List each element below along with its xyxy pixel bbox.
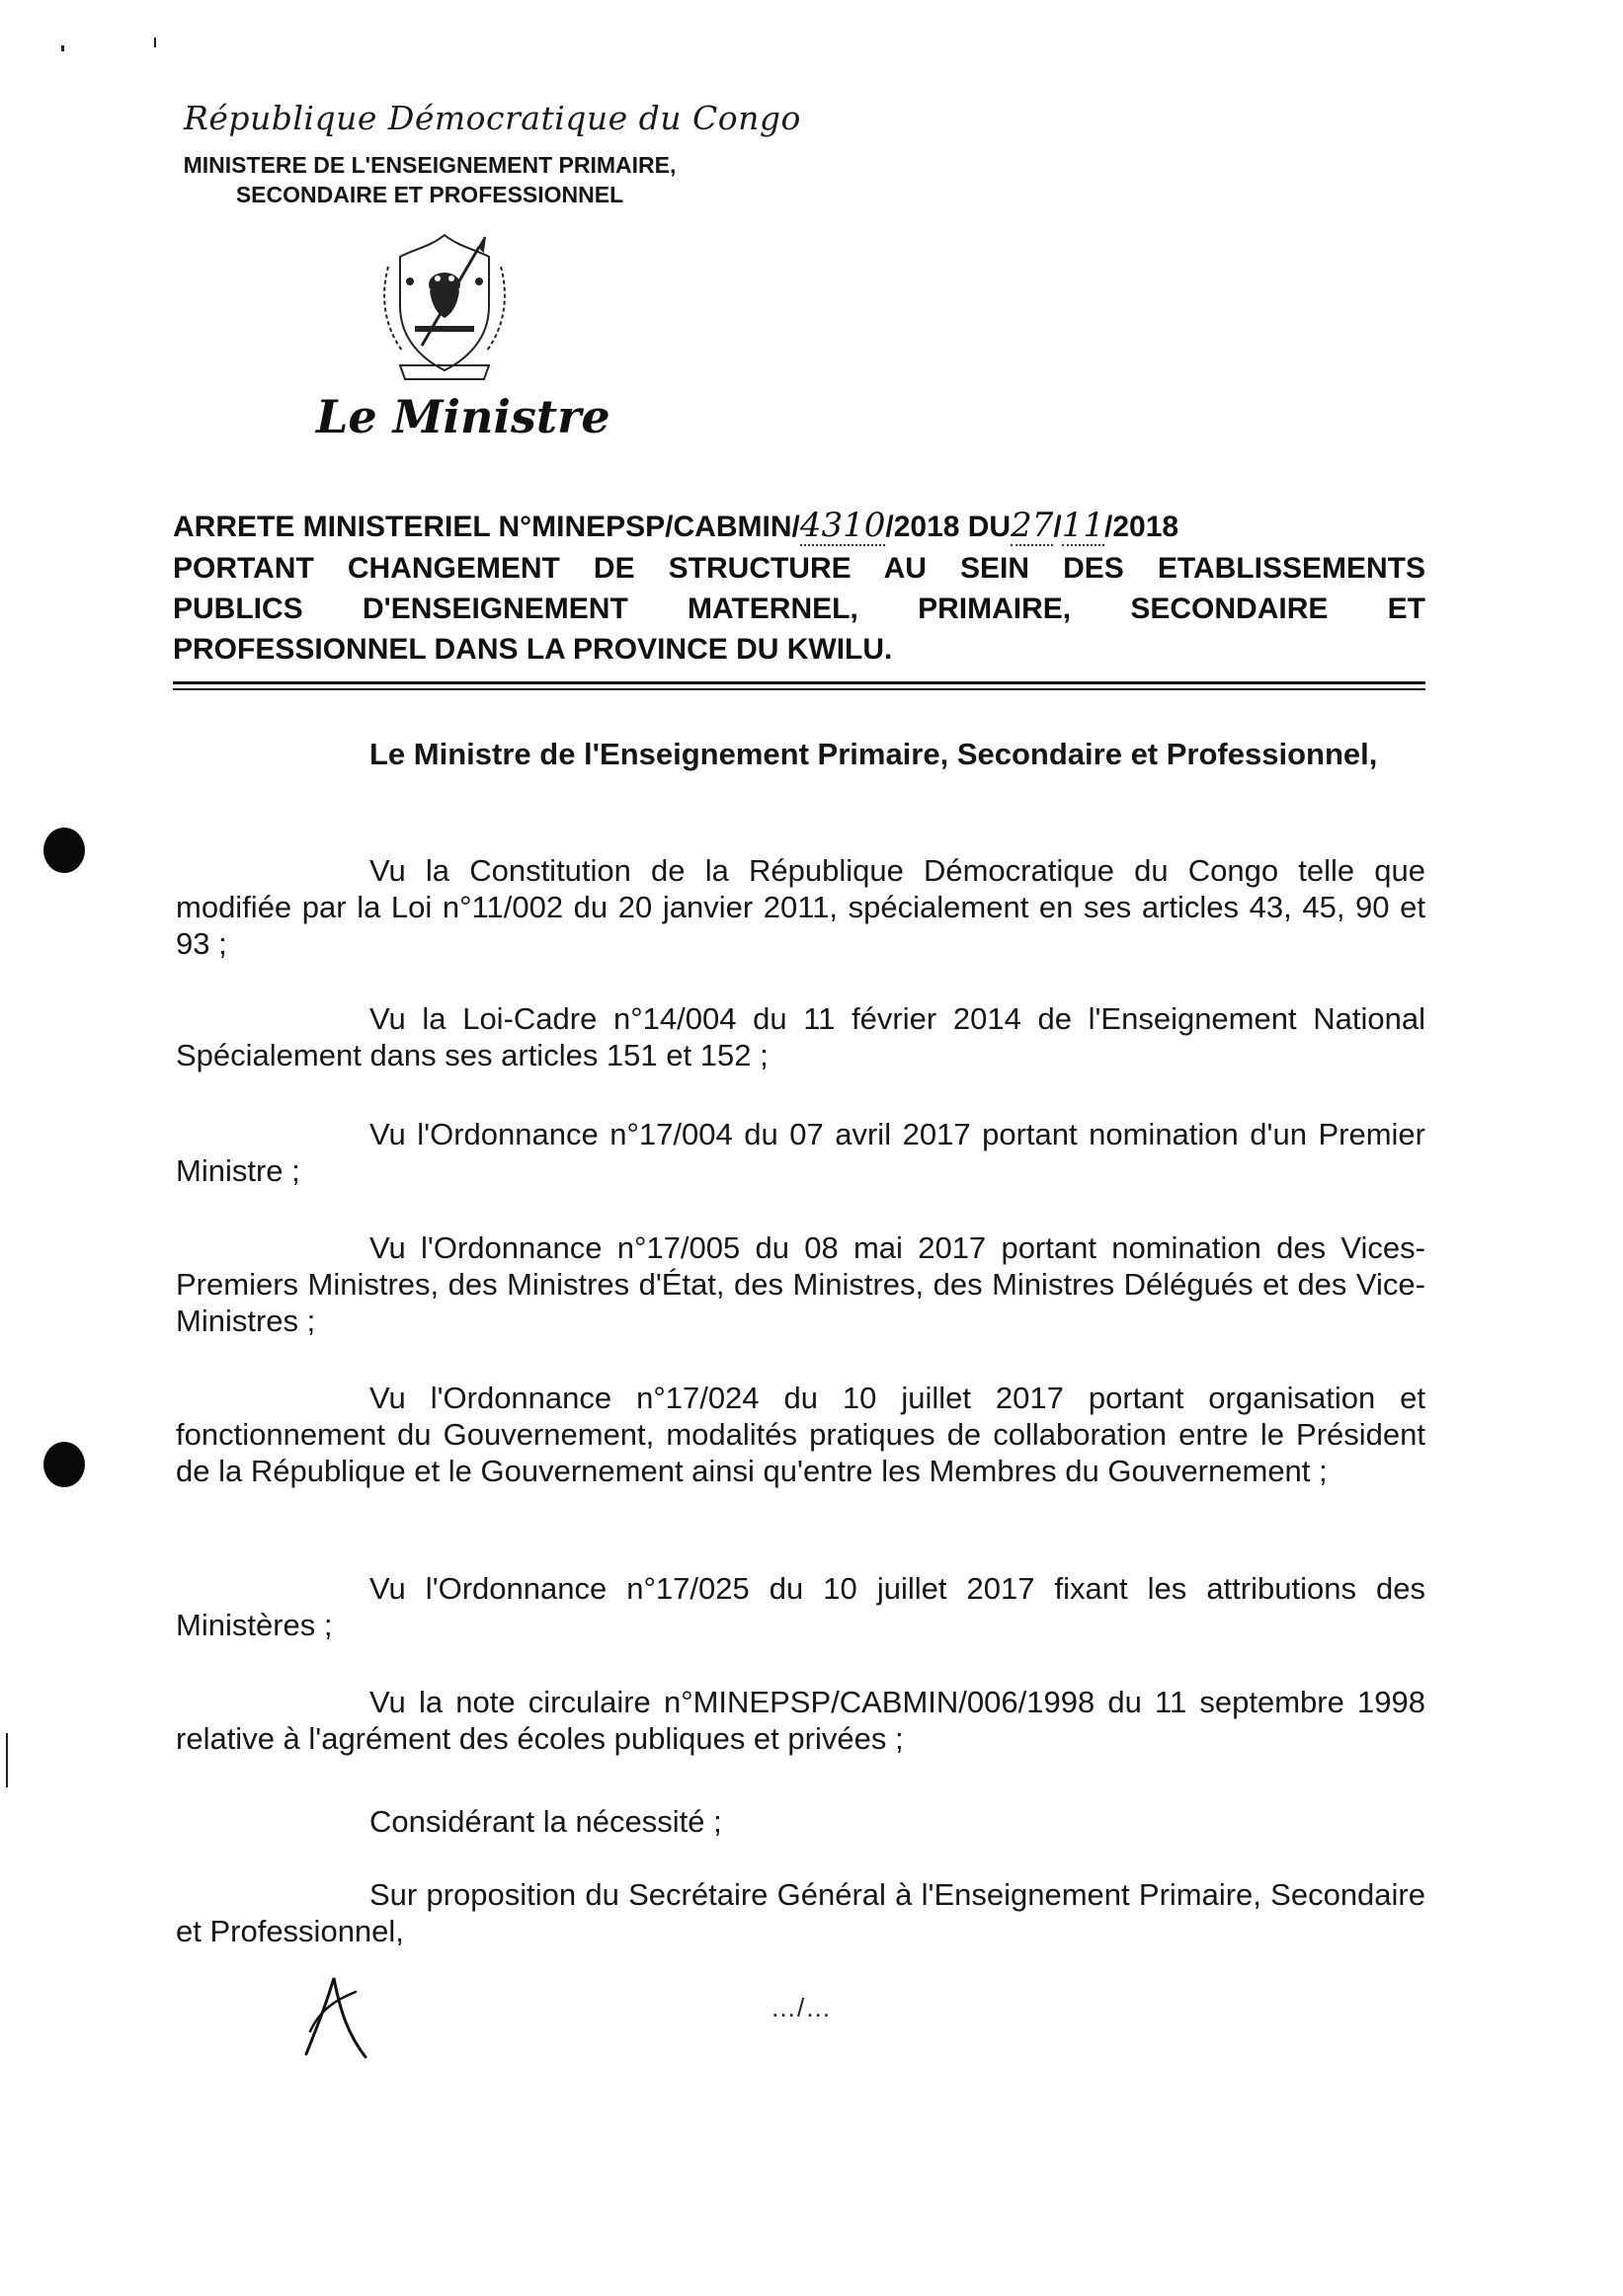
punch-hole xyxy=(43,1442,85,1487)
punch-hole xyxy=(43,828,85,873)
decree-title-line2: PORTANT CHANGEMENT DE STRUCTURE AU SEIN DES ETABLISSEMENTS xyxy=(173,552,1425,585)
scan-edge-mark xyxy=(6,1733,8,1787)
decree-title-line4: PROFESSIONNEL DANS LA PROVINCE DU KWILU. xyxy=(173,633,893,666)
coat-of-arms-icon xyxy=(370,227,519,385)
decree-number-handwritten: 4310 xyxy=(799,506,886,545)
ministry-name-line2: SECONDAIRE ET PROFESSIONNEL xyxy=(235,182,624,207)
decree-date-separator: / xyxy=(1053,511,1062,543)
republic-heading: République Démocratique du Congo xyxy=(184,99,801,137)
recital-ordonnance-17-004: Vu l'Ordonnance n°17/004 du 07 avril 2017 portant nomination d'un Premier Ministre ; xyxy=(176,1117,1425,1188)
recital-ordonnance-17-025: Vu l'Ordonnance n°17/025 du 10 juillet 2017 fixant les attributions des Ministères ; xyxy=(176,1571,1425,1642)
le-ministre-heading: Le Ministre xyxy=(316,390,610,443)
ministry-name-line1: MINISTERE DE L'ENSEIGNEMENT PRIMAIRE, xyxy=(183,152,677,178)
recital-considerant: Considérant la nécessité ; xyxy=(369,1804,722,1839)
decree-year-du: /2018 DU xyxy=(885,511,1012,543)
recital-proposition: Sur proposition du Secrétaire Général à l'Enseignement Primaire, Secondaire et Professionnel, xyxy=(176,1877,1425,1948)
decree-year-end: /2018 xyxy=(1103,511,1179,543)
recital-ordonnance-17-005: Vu l'Ordonnance n°17/005 du 08 mai 2017 portant nomination des Vices-Premiers Ministres, des Ministres d'État, des Ministres, des Ministres Délégués et des Vice-Ministres ; xyxy=(176,1230,1425,1338)
continued-marker: …/… xyxy=(771,1993,833,2022)
decree-month-handwritten: 11 xyxy=(1061,506,1104,545)
handwritten-initials-icon xyxy=(296,1970,375,2059)
title-underline-thin xyxy=(173,688,1425,690)
recital-note-circulaire: Vu la note circulaire n°MINEPSP/CABMIN/006/1998 du 11 septembre 1998 relative à l'agrément des écoles publiques et privées ; xyxy=(176,1685,1425,1756)
decree-title-line3: PUBLICS D'ENSEIGNEMENT MATERNEL, PRIMAIRE, SECONDAIRE ET xyxy=(173,593,1425,625)
scan-speck xyxy=(61,45,64,51)
decree-day-handwritten: 27 xyxy=(1011,506,1054,545)
decree-title-line1 xyxy=(173,507,1425,546)
recital-ordonnance-17-024: Vu l'Ordonnance n°17/024 du 10 juillet 2017 portant organisation et fonctionnement du Gouvernement, modalités pratiques de collaboration entre le Président de la République et le Gouvernement ainsi qu'entre les Membres du Gouvernement ; xyxy=(176,1381,1425,1488)
minister-intro: Le Ministre de l'Enseignement Primaire, Secondaire et Professionnel, xyxy=(369,737,1378,771)
recital-loi-cadre: Vu la Loi-Cadre n°14/004 du 11 février 2014 de l'Enseignement National Spécialement dans ses articles 151 et 152 ; xyxy=(176,1001,1425,1072)
recital-constitution: Vu la Constitution de la République Démocratique du Congo telle que modifiée par la Loi n°11/002 du 20 janvier 2011, spécialement en ses articles 43, 45, 90 et 93 ; xyxy=(176,853,1425,961)
title-underline-thick xyxy=(173,681,1425,684)
scan-speck xyxy=(154,38,156,47)
decree-prefix: ARRETE MINISTERIEL N°MINEPSP/CABMIN/ xyxy=(173,511,800,543)
